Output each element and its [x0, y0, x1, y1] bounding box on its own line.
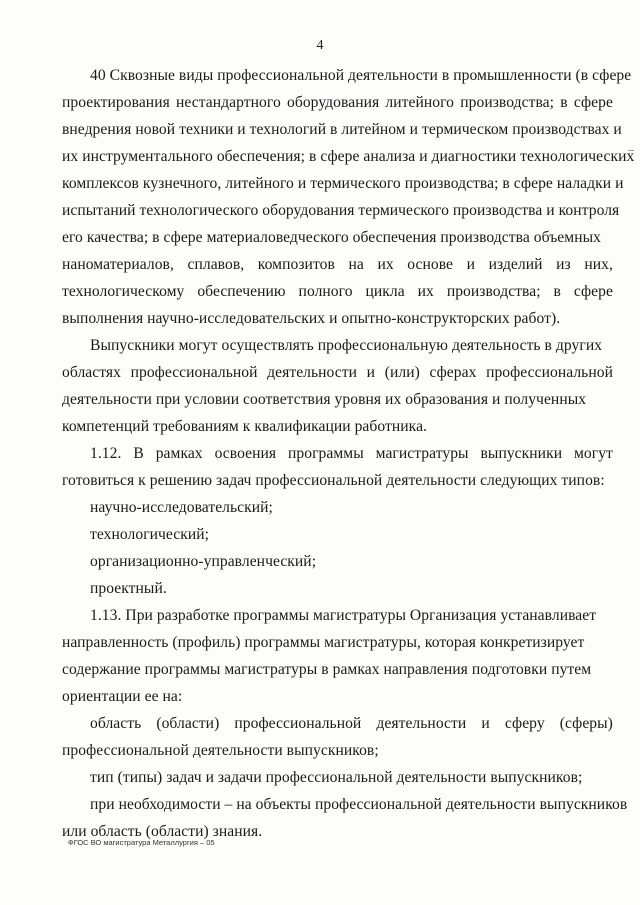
word: сферах: [429, 364, 477, 381]
word: сплавов,: [187, 256, 245, 273]
word: в: [560, 94, 568, 111]
word: областях: [62, 364, 121, 381]
word: магистратуры: [375, 445, 469, 462]
text-line: деятельности при условии соответствия уровня их образования и полученных: [62, 391, 587, 408]
word: освоения: [214, 445, 277, 462]
text-line: испытаний технологического оборудования термического производства и контроля: [62, 202, 620, 219]
word: сфере: [573, 94, 613, 111]
text-line: [62, 93, 613, 113]
word: композитов: [257, 256, 335, 273]
word: производства;: [460, 94, 555, 111]
text-line: содержание программы магистратуры в рамках направления подготовки путем: [62, 661, 592, 678]
word: их: [377, 256, 394, 273]
list-item: организационно-управленческий;: [90, 553, 317, 570]
text-line: Выпускники могут осуществлять профессиональную деятельность в других: [90, 337, 603, 354]
word: и: [366, 364, 376, 381]
text-line: 1.13. При разработке программы магистратуры Организация устанавливает: [90, 607, 597, 624]
word: сферу: [504, 715, 545, 732]
text-line: внедрения новой техники и технологий в литейном и термическом производствах и: [62, 121, 622, 138]
word: и: [466, 256, 476, 273]
word: на: [348, 256, 364, 273]
text-line: компетенций требованиям к квалификации работника.: [62, 418, 427, 435]
word: В: [133, 445, 144, 462]
text-line: их инструментального обеспечения; в сфере анализа и диагностики технологических: [62, 148, 635, 165]
list-item: [90, 714, 613, 734]
word: проектирования: [62, 94, 170, 111]
word: (области): [156, 715, 220, 732]
word: наноматериалов,: [62, 256, 174, 273]
word: оборудования: [287, 94, 380, 111]
list-item: технологический;: [90, 526, 210, 543]
word: их: [417, 283, 434, 300]
word: и: [481, 715, 490, 732]
text-line: [62, 363, 613, 383]
word: область: [90, 715, 142, 732]
word: (сферы): [559, 715, 613, 732]
text-line: выполнения научно-исследовательских и опытно-конструкторских работ).: [62, 310, 561, 327]
text-line: комплексов кузнечного, литейного и термического производства; в сфере наладки и: [62, 175, 624, 192]
text-line: его качества; в сфере материаловедческого обеспечения производства объемных: [62, 229, 601, 246]
footer-text: ФГОС ВО магистратура Металлургия – 05: [68, 838, 215, 847]
word: полного: [298, 283, 353, 300]
word: цикла: [365, 283, 405, 300]
text-line: или область (области) знания.: [62, 823, 263, 840]
word: деятельности: [267, 364, 358, 381]
word: (или): [384, 364, 420, 381]
text-line: [90, 444, 613, 464]
word: профессиональной: [486, 364, 613, 381]
word: литейного: [385, 94, 455, 111]
word: выпускники: [480, 445, 563, 462]
word: производства;: [446, 283, 541, 300]
word: нестандартного: [176, 94, 281, 111]
word: могут: [574, 445, 613, 462]
text-line: 40 Сквозные виды профессиональной деятельности в промышленности (в сфере: [90, 67, 632, 84]
word: из: [556, 256, 571, 273]
list-item: при необходимости – на объекты профессиональной деятельности выпускников: [90, 796, 628, 813]
text-line: готовиться к решению задач профессиональной деятельности следующих типов:: [62, 472, 605, 489]
word: рамках: [155, 445, 203, 462]
text-line: профессиональной деятельности выпускников;: [62, 742, 379, 759]
text-line: направленность (профиль) программы магистратуры, которая конкретизирует: [62, 634, 585, 651]
word: изделий: [488, 256, 543, 273]
page-number: 4: [316, 38, 324, 53]
word: основе: [407, 256, 454, 273]
text-line: ориентации ее на:: [62, 688, 183, 705]
word: в: [553, 283, 561, 300]
word: них,: [584, 256, 613, 273]
word: 1.12.: [90, 445, 122, 462]
word: технологическому: [62, 283, 185, 300]
text-line: [62, 255, 613, 275]
list-item: проектный.: [90, 580, 167, 597]
word: программы: [288, 445, 364, 462]
word: профессиональной: [130, 364, 258, 381]
list-item: тип (типы) задач и задачи профессиональной деятельности выпускников;: [90, 769, 583, 786]
word: сфере: [573, 283, 613, 300]
list-item: научно-исследовательский;: [90, 499, 273, 516]
word: обеспечению: [197, 283, 286, 300]
word: деятельности: [376, 715, 467, 732]
text-line: [62, 282, 613, 302]
word: профессиональной: [234, 715, 362, 732]
